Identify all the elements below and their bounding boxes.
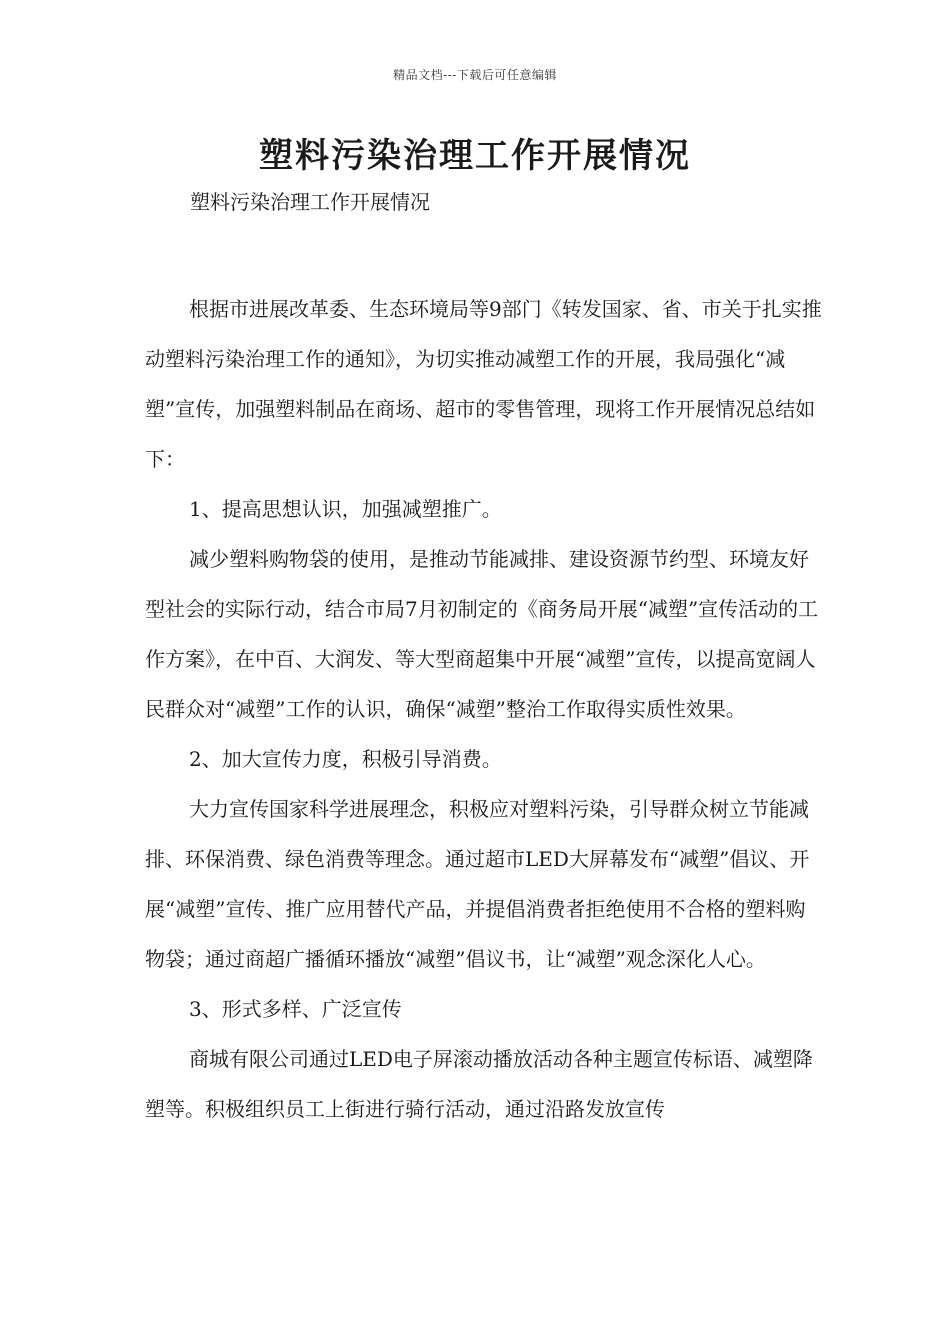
paragraph: 大力宣传国家科学进展理念，积极应对塑料污染，引导群众树立节能减排、环保消费、绿色消费等理念。通过超市LED大屏幕发布“减塑”倡议、开展“减塑”宣传、推广应用替代产品，并提倡消费者拒绝使用不合格的塑料购物袋；通过商超广播循环播放“减塑”倡议书，让“减塑”观念深化人心。 — [145, 797, 810, 971]
document-subtitle: 塑料污染治理工作开展情况 — [190, 190, 430, 214]
document-body — [145, 284, 825, 1134]
paragraph: 减少塑料购物袋的使用，是推动节能减排、建设资源节约型、环境友好型社会的实际行动，结合市局7月初制定的《商务局开展“减塑”宣传活动的工作方案》，在中百、大润发、等大型商超集中开展“减塑”宣传，以提高宽阔人民群众对“减塑”工作的认识，确保“减塑”整治工作取得实质性效果。 — [145, 547, 819, 721]
paragraph: 根据市进展改革委、生态环境局等9部门《转发国家、省、市关于扎实推动塑料污染治理工作的通知》，为切实推动减塑工作的开展，我局强化“减塑”宣传，加强塑料制品在商场、超市的零售管理，现将工作开展情况总结如下： — [145, 297, 822, 471]
section-heading: 1、提高思想认识，加强减塑推广。 — [189, 497, 502, 521]
paragraph: 商城有限公司通过LED电子屏滚动播放活动各种主题宣传标语、减塑降塑等。积极组织员工上街进行骑行活动，通过沿路发放宣传 — [145, 1047, 813, 1121]
header-note: 精品文档---下载后可任意编辑 — [393, 68, 557, 82]
section-heading: 2、加大宣传力度，积极引导消费。 — [189, 747, 502, 771]
document-title: 塑料污染治理工作开展情况 — [259, 136, 691, 176]
section-heading: 3、形式多样、广泛宣传 — [189, 997, 402, 1021]
